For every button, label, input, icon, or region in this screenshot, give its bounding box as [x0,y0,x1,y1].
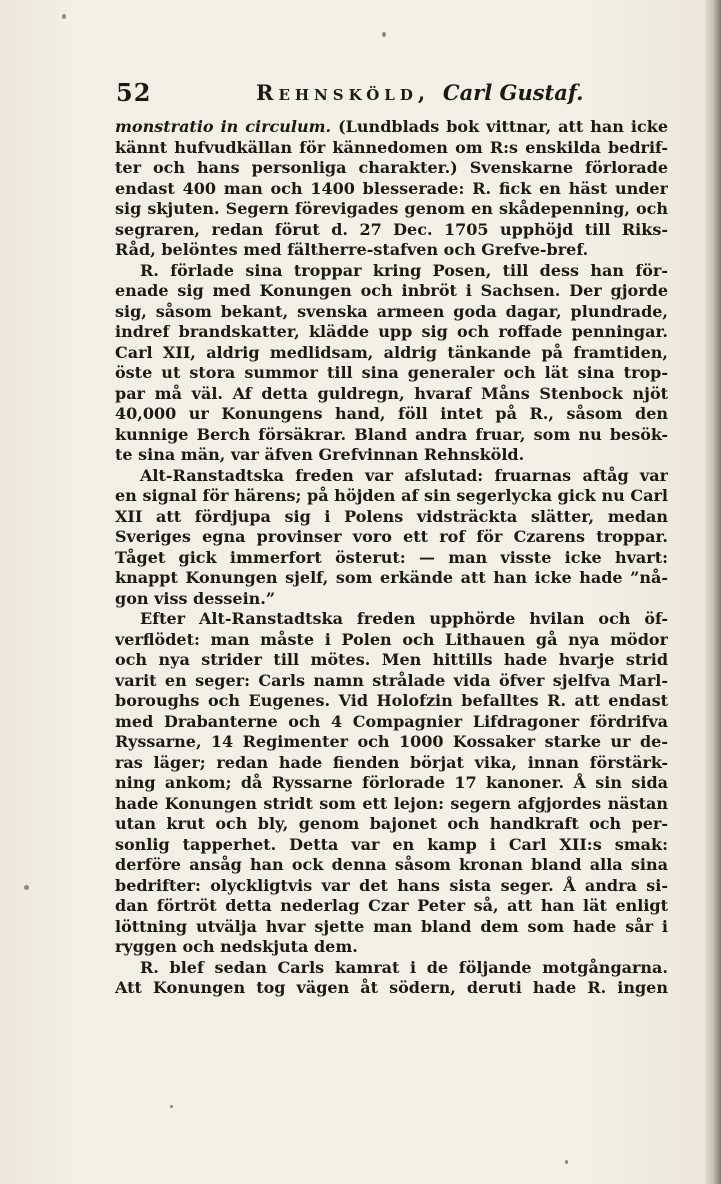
text-line [115,937,668,958]
line-text: Alt-Ranstadtska freden var afslutad: fruarnas aftåg var [140,465,668,485]
line-text: dan förtröt detta nederlag Czar Peter så, att han lät enligt [115,896,668,915]
text-line [115,281,668,302]
text-line [115,302,668,323]
paper-speck [24,885,29,890]
line-text: par må väl. Af detta guldregn, hvaraf Måns Stenbock njöt [115,383,668,403]
text-line [115,609,668,630]
line-text: gon viss dessein.” [115,588,276,608]
line-text: sig, såsom bekant, svenska armeen goda dagar, plundrade, [115,301,668,321]
text-line [115,507,668,528]
line-text: R. förlade sina troppar kring Posen, till dess han för- [140,260,668,280]
text-line [115,363,668,384]
line-text: Råd, belöntes med fältherre-stafven och Grefve-bref. [115,240,589,259]
line-text: knappt Konungen sjelf, som erkände att han icke hade ”nå- [115,568,668,587]
line-text: Ryssarne, 14 Regimenter och 1000 Kossaker starke ur de- [115,732,668,751]
text-line [115,855,668,876]
text-line [115,589,668,610]
paper-speck [382,32,386,37]
line-text: (Lundblads bok vittnar, att han icke [331,117,668,136]
line-text: Carl XII, aldrig medlidsam, aldrig tänkande på framtiden, [115,342,668,362]
line-text: Efter Alt-Ranstadtska freden upphörde hvilan och öf- [140,609,668,628]
text-line [115,794,668,815]
line-text: R. blef sedan Carls kamrat i de följande motgångarna. [140,957,668,977]
line-text: enade sig med Konungen och inbröt i Sachsen. Der gjorde [115,281,668,300]
body-text [115,117,668,999]
text-line [115,261,668,282]
line-text: Tåget gick immerfort österut: — man visste icke hvart: [115,547,668,567]
text-line [115,343,668,364]
line-text: segraren, redan förut d. 27 Dec. 1705 upphöjd till Riks- [115,219,668,239]
text-line [115,917,668,938]
paper-speck [170,1105,173,1108]
line-text: sig skjuten. Segern förevigades genom en skådepenning, och [115,199,668,218]
page-number: 52 [116,78,152,107]
line-text: hade Konungen stridt som ett lejon: segern afgjordes nästan [115,793,668,813]
line-text: utan krut och bly, genom bajonet och handkraft och per- [115,814,668,833]
text-line [115,691,668,712]
line-text: och nya strider till mötes. Men hittills hade hvarje strid [115,650,668,669]
text-line [115,527,668,548]
line-text: 40,000 ur Konungens hand, föll intet på R., såsom den [115,404,668,423]
text-line [115,138,668,159]
line-text: öste ut stora summor till sina generaler och lät sina trop- [115,363,668,382]
text-line [115,117,668,138]
line-text: indref brandskatter, klädde upp sig och roffade penningar. [115,322,668,341]
running-title-given-names: Carl Gustaf. [442,80,584,105]
text-line [115,486,668,507]
text-line [115,650,668,671]
text-line [115,814,668,835]
text-line [115,773,668,794]
running-header [108,78,668,114]
line-text: ning ankom; då Ryssarne förlorade 17 kanoner. Å sin sida [115,773,668,792]
line-text: kunnige Berch försäkrar. Bland andra fruar, som nu besök- [115,424,668,444]
text-line [115,630,668,651]
line-text: löttning utvälja hvar sjette man bland dem som hade sår i [115,916,668,936]
text-line [115,199,668,220]
text-line [115,220,668,241]
text-line [115,240,668,261]
text-line [115,425,668,446]
line-text: ras läger; redan hade fienden börjat vika, innan förstärk- [115,752,668,772]
text-line [115,158,668,179]
text-line [115,445,668,466]
text-line [115,753,668,774]
line-text: verflödet: man måste i Polen och Lithauen gå nya mödor [115,629,668,649]
line-text: en signal för härens; på höjden af sin segerlycka gick nu Carl [115,486,668,505]
text-line [115,568,668,589]
line-text: XII att fördjupa sig i Polens vidsträckta slätter, medan [115,506,668,526]
text-line [115,876,668,897]
line-text: derföre ansåg han ock denna såsom kronan bland alla sina [115,855,668,874]
text-line [115,732,668,753]
paper-speck [565,1160,568,1164]
italic-phrase: monstratio in circulum. [115,117,332,136]
text-line [115,384,668,405]
running-title-surname: Rehnsköld, [256,80,431,105]
text-line [115,712,668,733]
line-text: endast 400 man och 1400 blesserade: R. fick en häst under [115,178,668,198]
line-text: kännt hufvudkällan för kännedomen om R:s enskilda bedrif- [115,137,668,157]
text-line [115,322,668,343]
line-text: Att Konungen tog vägen åt södern, deruti hade R. ingen [115,978,668,997]
text-line [115,179,668,200]
line-text: ter och hans personliga charakter.) Svenskarne förlorade [115,158,668,177]
text-line [115,978,668,999]
line-text: boroughs och Eugenes. Vid Holofzin befalltes R. att endast [115,691,668,710]
line-text: varit en seger: Carls namn strålade vida öfver sjelfva Marl- [115,670,668,690]
text-line [115,671,668,692]
text-line [115,896,668,917]
line-text: Sveriges egna provinser voro ett rof för Czarens troppar. [115,527,668,546]
line-text: med Drabanterne och 4 Compagnier Lifdragoner fördrifva [115,711,668,731]
line-text: sonlig tapperhet. Detta var en kamp i Carl XII:s smak: [115,834,668,854]
line-text: bedrifter: olyckligtvis var det hans sista seger. Å andra si- [115,875,668,895]
line-text: te sina män, var äfven Grefvinnan Rehnsköld. [115,445,525,464]
text-line [115,958,668,979]
text-line [115,466,668,487]
text-line [115,548,668,569]
page-edge-shadow [705,0,721,1184]
text-line [115,404,668,425]
line-text: ryggen och nedskjuta dem. [115,937,358,956]
paper-speck [62,14,66,19]
running-title [256,80,583,105]
text-line [115,835,668,856]
